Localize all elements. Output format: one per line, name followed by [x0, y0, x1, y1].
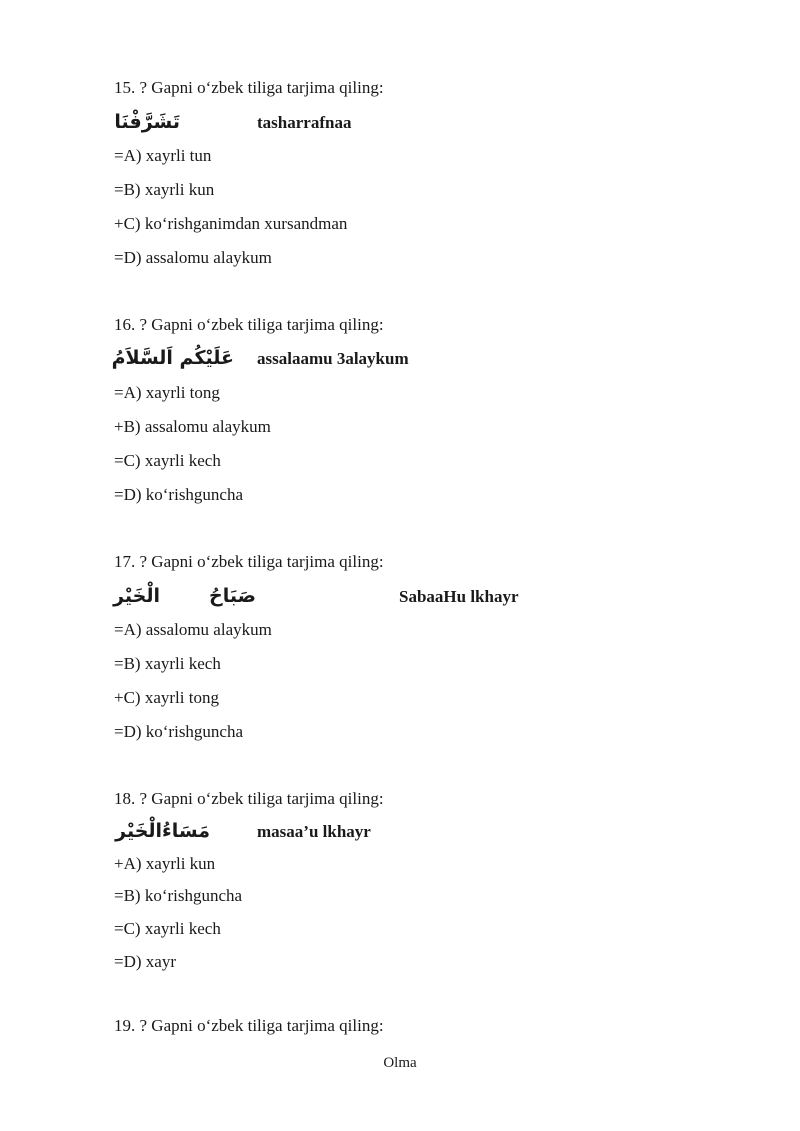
question-17-option-a: =A) assalomu alaykum: [114, 620, 272, 639]
question-16-option-c: =C) xayrli kech: [114, 451, 221, 470]
question-17-option-c: +C) xayrli tong: [114, 688, 219, 707]
question-18-option-b: =B) ko‘rishguncha: [114, 886, 243, 905]
question-17-option-d: =D) ko‘rishguncha: [114, 722, 244, 741]
question-15-transliteration: tasharrafnaa: [257, 113, 352, 132]
question-16-option-b: +B) assalomu alaykum: [114, 417, 271, 436]
question-17-arabic-word-1: الْخَيْر: [113, 585, 160, 607]
question-15-option-b: =B) xayrli kun: [114, 180, 215, 199]
question-16-option-a: =A) xayrli tong: [114, 383, 220, 402]
question-16-arabic: عَلَيْكُم اَلسَّلاَمُ: [111, 347, 234, 369]
question-16-option-d: =D) ko‘rishguncha: [114, 485, 244, 504]
question-18-option-a: +A) xayrli kun: [114, 854, 216, 873]
question-19-prompt: 19. ? Gapni o‘zbek tiliga tarjima qiling:: [114, 1016, 384, 1035]
question-18-arabic: مَسَاءُالْخَيْر: [115, 820, 210, 842]
question-18-option-c: =C) xayrli kech: [114, 919, 221, 938]
question-16-prompt: 16. ? Gapni o‘zbek tiliga tarjima qiling:: [114, 315, 384, 334]
question-17-transliteration: SabaaHu lkhayr: [399, 587, 519, 606]
question-17-option-b: =B) xayrli kech: [114, 654, 221, 673]
question-15-option-a: =A) xayrli tun: [114, 146, 212, 165]
page-footer: Olma: [383, 1055, 417, 1071]
question-18-option-d: =D) xayr: [114, 952, 176, 971]
question-16-transliteration: assalaamu 3alaykum: [257, 349, 409, 368]
question-18-prompt: 18. ? Gapni o‘zbek tiliga tarjima qiling:: [114, 789, 384, 808]
question-17-arabic-word-2: صَبَاحُ: [209, 585, 256, 607]
question-17-prompt: 17. ? Gapni o‘zbek tiliga tarjima qiling:: [114, 552, 384, 571]
question-18-transliteration: masaa’u lkhayr: [257, 822, 371, 841]
question-15-option-c: +C) ko‘rishganimdan xursandman: [114, 214, 348, 233]
question-15-arabic: تَشَرَّفْنَا: [114, 111, 180, 133]
question-15-prompt: 15. ? Gapni o‘zbek tiliga tarjima qiling:: [114, 78, 384, 97]
question-15-option-d: =D) assalomu alaykum: [114, 248, 272, 267]
